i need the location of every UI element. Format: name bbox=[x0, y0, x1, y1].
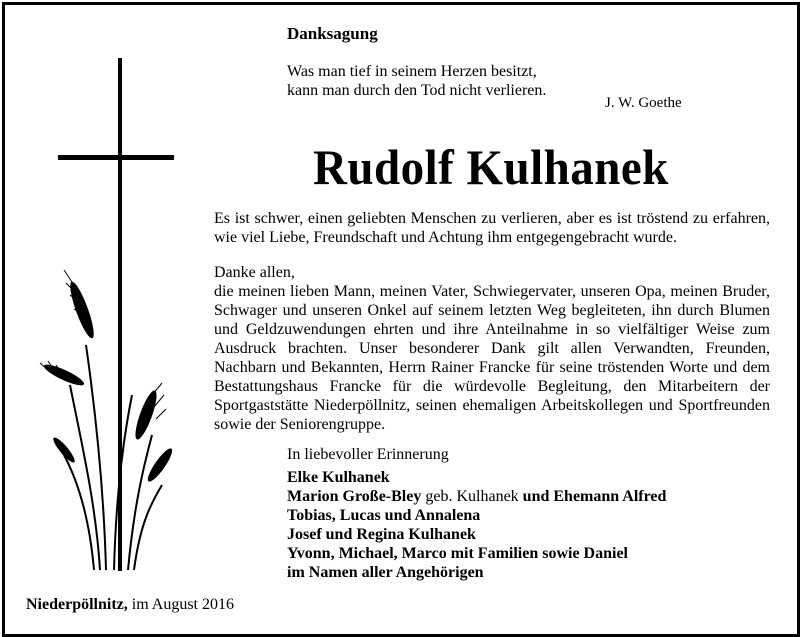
intro-paragraph: Es ist schwer, einen geliebten Menschen zu verlieren, aber es ist tröstend zu erfahren, wie viel Liebe, Freundschaft und Achtung ihm entgegengebracht wurde. bbox=[214, 210, 770, 246]
signer: Josef und Regina Kulhanek bbox=[287, 526, 476, 543]
signer: Yvonn, Michael, Marco mit Familien sowie Daniel bbox=[287, 545, 628, 562]
quote-author: J. W. Goethe bbox=[605, 95, 682, 111]
place-date bbox=[26, 596, 234, 614]
thanks-text: die meinen lieben Mann, meinen Vater, Schwiegervater, unseren Opa, meinen Bruder, Schwager und unseren Onkel auf seinem letzten Weg begleiteten, ihn durch Blumen und Geldzuwendungen ehrten und ihre Anteilnahme in so vielfältiger Weise zum Ausdruck brachten. Unser besonderer Dank gilt allen Verwandten, Freunden, Nachbarn und Bekannten, Herrn Rainer Francke für seine tröstenden Worte und dem Bestattungshaus Francke für die würdevolle Begleitung, den Mitarbeitern der Sportgaststätte Niederpöllnitz, seinen ehemaligen Arbeitskollegen und Sportfreunden sowie der Seniorengruppe. bbox=[214, 283, 770, 433]
heading: Danksagung bbox=[287, 24, 378, 43]
signers-list bbox=[287, 468, 666, 582]
quote-line: kann man durch den Tod nicht verlieren. bbox=[287, 82, 547, 99]
signer bbox=[287, 487, 666, 506]
place-date-text: im August 2016 bbox=[131, 596, 234, 613]
quote-line: Was man tief in seinem Herzen besitzt, bbox=[287, 63, 537, 80]
cross-with-wheat-icon bbox=[34, 55, 184, 575]
memory-line: In liebevoller Erinnerung bbox=[287, 446, 449, 463]
place-town: Niederpöllnitz, bbox=[26, 596, 128, 613]
signer-maiden-name: geb. Kulhanek bbox=[425, 488, 519, 505]
signer-spouse: und Ehemann Alfred bbox=[522, 488, 667, 505]
thanks-greeting: Danke allen, bbox=[214, 264, 295, 281]
signer-name: Marion Große-Bley bbox=[287, 488, 422, 505]
thanks-paragraph bbox=[214, 263, 770, 434]
deceased-name: Rudolf Kulhanek bbox=[313, 139, 669, 195]
signer: im Namen aller Angehörigen bbox=[287, 564, 484, 581]
quote bbox=[287, 62, 546, 100]
signer: Tobias, Lucas und Annalena bbox=[287, 507, 481, 524]
signer: Elke Kulhanek bbox=[287, 469, 390, 486]
